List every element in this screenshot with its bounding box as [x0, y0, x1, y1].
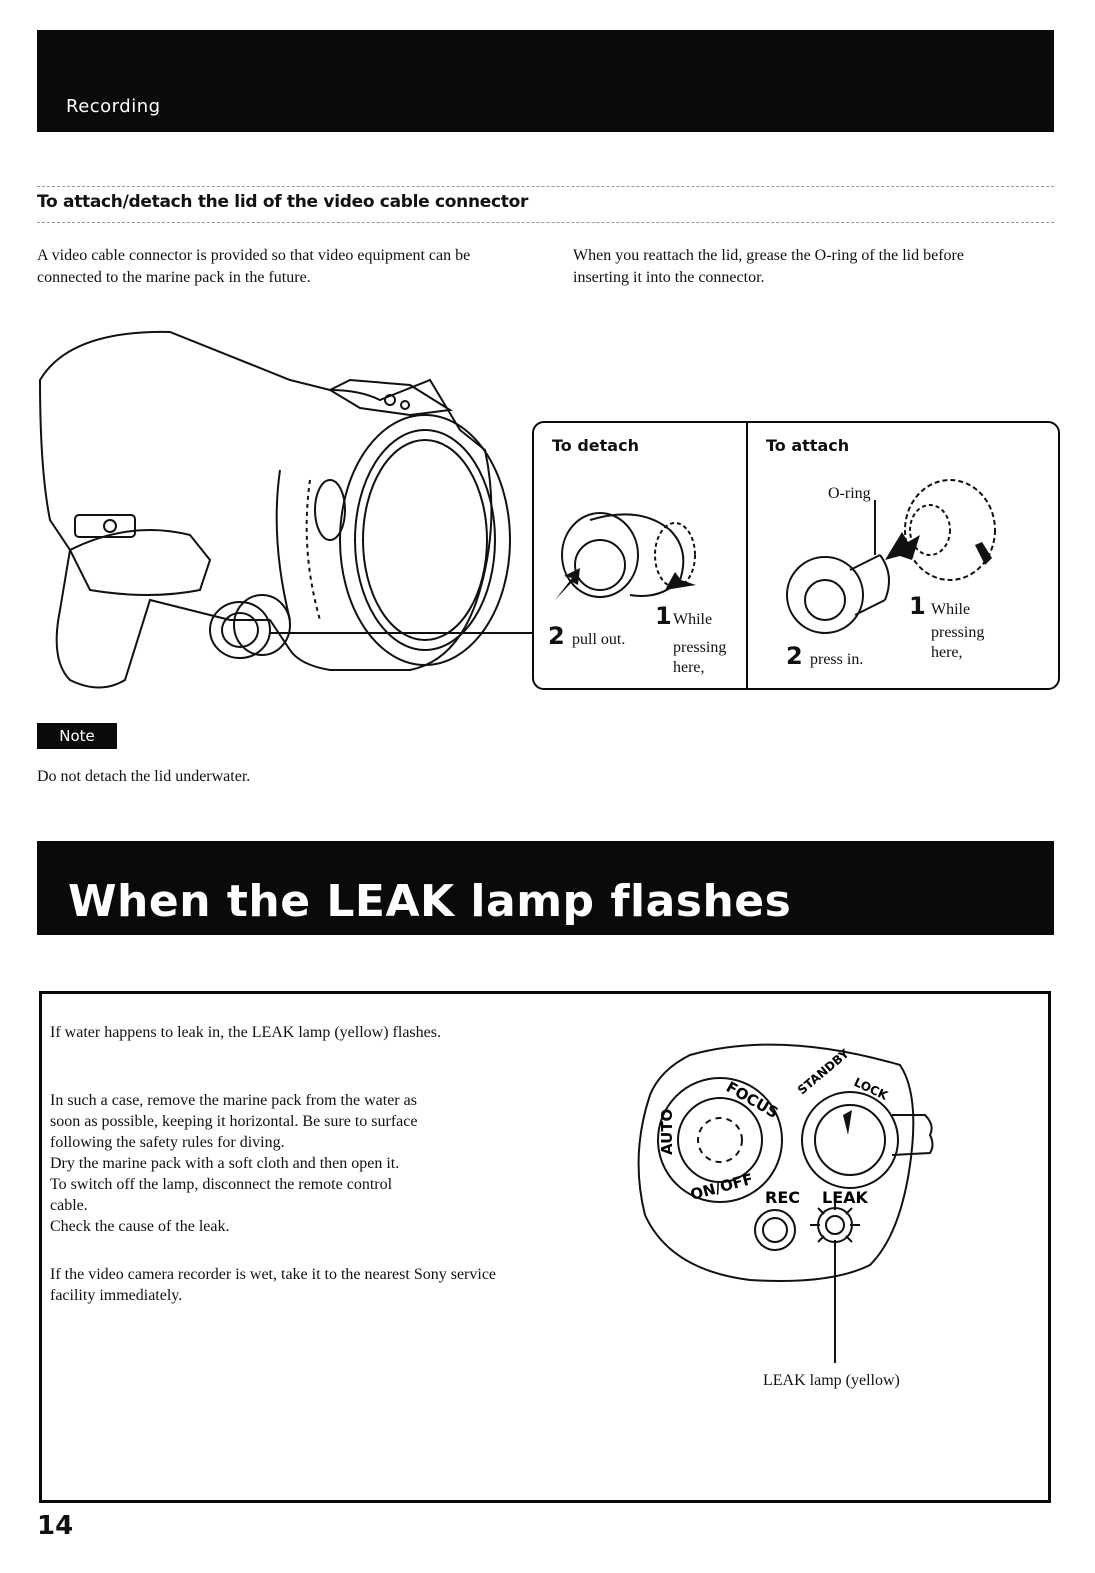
lock-label: LOCK: [851, 1075, 890, 1103]
leak-paragraph-2-line: cable.: [50, 1197, 88, 1214]
marine-pack-illustration: [30, 320, 550, 700]
attach-step1-line1: While: [931, 601, 971, 618]
divider: [37, 222, 1054, 223]
rec-label: REC: [765, 1188, 800, 1207]
attach-heading: To attach: [766, 436, 850, 455]
detach-step2-text: pull out.: [572, 631, 626, 648]
leak-lamp-caption: LEAK lamp (yellow): [763, 1372, 900, 1389]
detach-illustration: [550, 490, 740, 610]
remote-control-diagram: [630, 1035, 960, 1365]
attach-step2-text: press in.: [810, 651, 864, 668]
intro-left-paragraph: A video cable connector is provided so that video equipment can be connected to the marine pack in the future.: [37, 247, 471, 286]
oring-label: O-ring: [828, 485, 871, 502]
leak-paragraph-2-line: In such a case, remove the marine pack from the water as: [50, 1092, 417, 1109]
subsection-title: To attach/detach the lid of the video cable connector: [37, 192, 529, 212]
section-title: When the LEAK lamp flashes: [68, 876, 792, 927]
leak-paragraph-2-line: Dry the marine pack with a soft cloth and then open it.: [50, 1155, 400, 1172]
leak-paragraph-2-line: Check the cause of the leak.: [50, 1218, 230, 1235]
header-band: [37, 30, 1054, 132]
onoff-label: ON/OFF: [688, 1169, 755, 1204]
attach-step2-number: 2: [786, 642, 803, 670]
leak-paragraph-2: [50, 1090, 520, 1237]
detach-step1-line2: pressing: [673, 639, 727, 656]
leak-paragraph-3: If the video camera recorder is wet, take it to the nearest Sony service facility immediately.: [50, 1266, 497, 1304]
leak-paragraph-2-line: soon as possible, keeping it horizontal. Be sure to surface: [50, 1113, 418, 1130]
note-badge: Note: [37, 723, 117, 749]
panel-divider: [746, 421, 748, 690]
detach-step1-number: 1: [655, 602, 672, 630]
divider: [37, 186, 1054, 187]
focus-label: FOCUS: [723, 1077, 782, 1122]
detach-heading: To detach: [552, 436, 639, 455]
auto-label: AUTO: [658, 1108, 676, 1155]
leak-paragraph-2-line: To switch off the lamp, disconnect the remote control: [50, 1176, 393, 1193]
attach-step1-line2: pressing: [931, 624, 985, 641]
leak-label: LEAK: [822, 1188, 868, 1207]
leak-paragraph-1: If water happens to leak in, the LEAK lamp (yellow) flashes.: [50, 1024, 441, 1041]
detach-step1-line1: While: [673, 611, 713, 628]
note-text: Do not detach the lid underwater.: [37, 768, 251, 785]
attach-illustration: [770, 470, 1010, 630]
attach-step1-line3: here,: [931, 644, 963, 661]
page-number: 14: [37, 1511, 74, 1541]
leak-paragraph-2-line: following the safety rules for diving.: [50, 1134, 285, 1151]
detach-step2-number: 2: [548, 622, 565, 650]
detach-step1-line3: here,: [673, 659, 705, 676]
section-label: Recording: [66, 96, 161, 117]
standby-label: STANDBY: [794, 1046, 852, 1098]
intro-right-paragraph: When you reattach the lid, grease the O-ring of the lid before inserting it into the connector.: [573, 247, 964, 286]
attach-step1-number: 1: [909, 592, 926, 620]
